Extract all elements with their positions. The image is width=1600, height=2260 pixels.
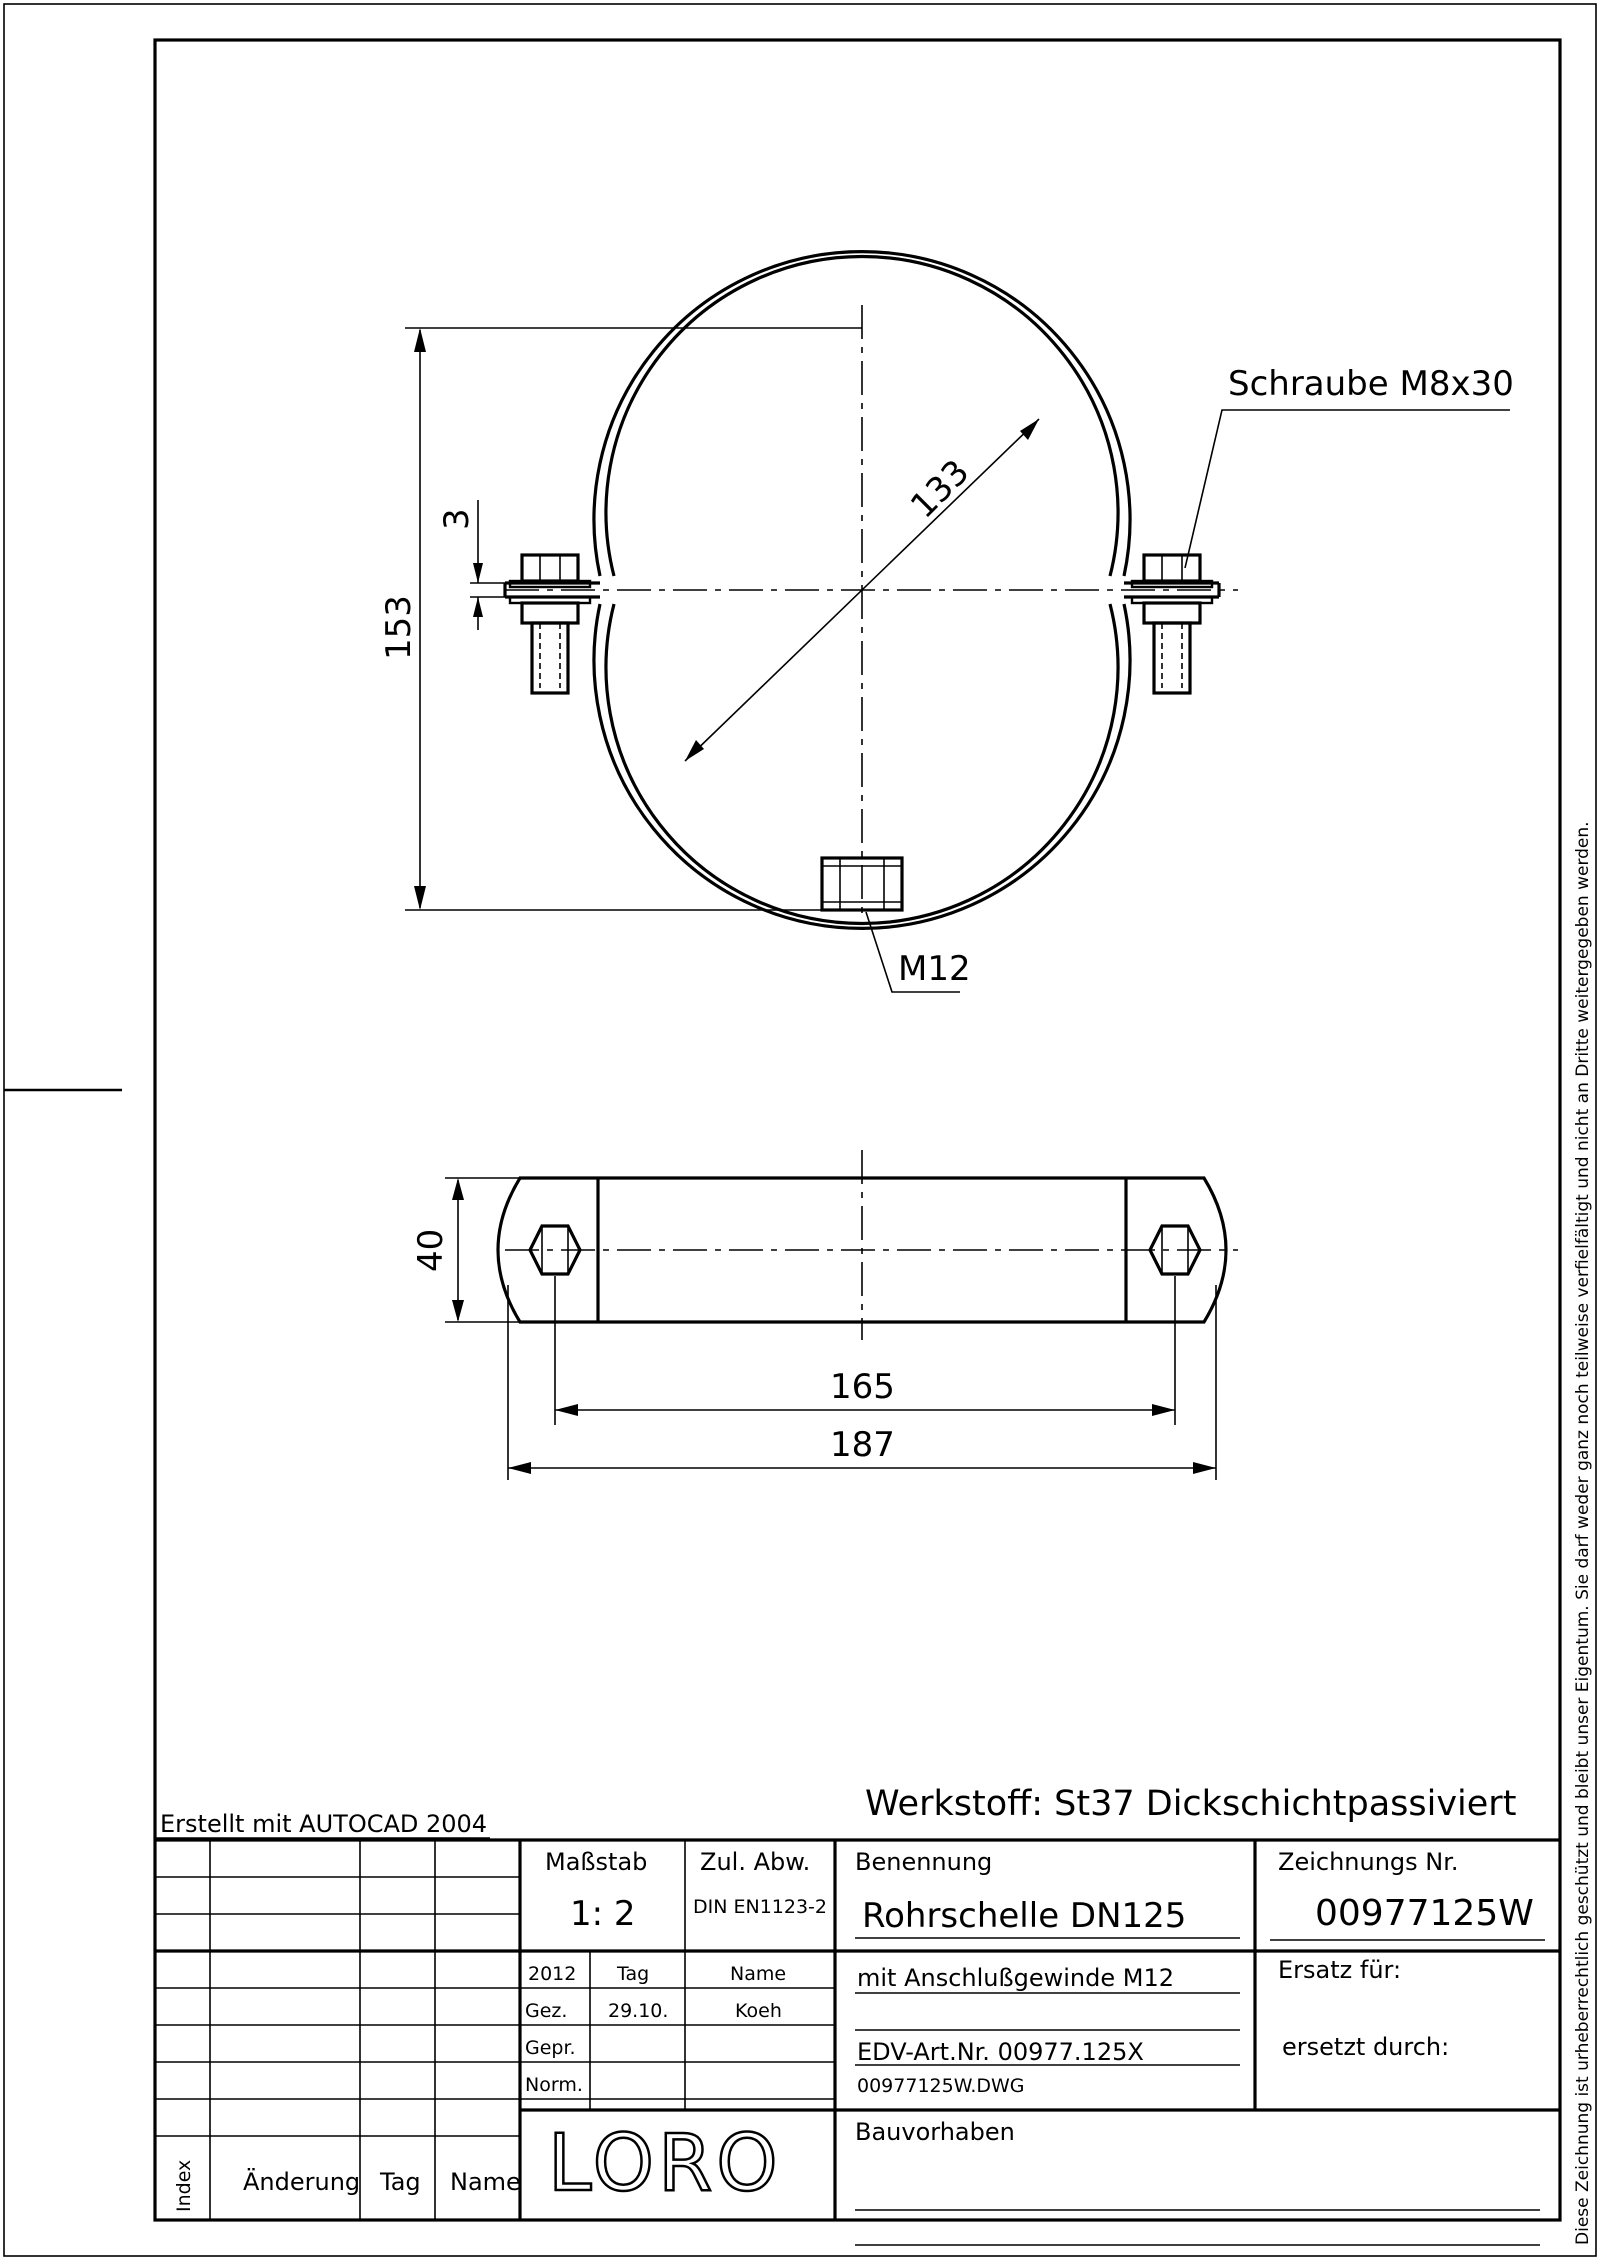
name-label: Name xyxy=(730,1963,787,1985)
checked-label: Gepr. xyxy=(525,2037,576,2059)
dim-133-label: 133 xyxy=(903,452,978,527)
front-view xyxy=(379,252,1514,992)
project-label: Bauvorhaben xyxy=(855,2118,1015,2146)
screw-callout-label: Schraube M8x30 xyxy=(1228,364,1514,404)
rev-header-change: Änderung xyxy=(243,2168,361,2196)
scale-value: 1: 2 xyxy=(570,1894,636,1934)
dim-153-label: 153 xyxy=(379,595,419,660)
ring-outer xyxy=(594,252,1130,576)
title-value: Rohrschelle DN125 xyxy=(862,1896,1187,1936)
file-name: 00977125W.DWG xyxy=(857,2075,1025,2097)
day-label: Tag xyxy=(617,1963,650,1985)
dim-3-label: 3 xyxy=(437,508,477,530)
dimension-40 xyxy=(411,1178,520,1322)
ring-inner xyxy=(606,257,1118,576)
drawing-number-label: Zeichnungs Nr. xyxy=(1278,1848,1459,1876)
right-screw xyxy=(1132,555,1212,693)
dimension-165 xyxy=(555,1276,1175,1425)
year-value: 2012 xyxy=(528,1963,577,1985)
left-screw xyxy=(510,555,590,693)
rev-header-name: Name xyxy=(450,2168,521,2196)
drawn-date: 29.10. xyxy=(608,2000,669,2022)
dimension-153 xyxy=(379,328,862,910)
tolerance-label: Zul. Abw. xyxy=(700,1848,811,1876)
replaced-by-label: ersetzt durch: xyxy=(1282,2033,1450,2061)
top-view xyxy=(411,1150,1238,1480)
created-with-note: Erstellt mit AUTOCAD 2004 xyxy=(160,1810,488,1838)
scale-label: Maßstab xyxy=(545,1848,648,1876)
article-number: EDV-Art.Nr. 00977.125X xyxy=(857,2038,1144,2066)
screw-callout xyxy=(1185,364,1514,568)
tolerance-value: DIN EN1123-2 xyxy=(693,1896,828,1918)
drawn-label: Gez. xyxy=(525,2000,568,2022)
copyright-note: Diese Zeichnung ist urheberrechtlich geschützt und bleibt unser Eigentum. Sie darf weder ganz noch teilweise verfielfältigt und nicht an Dritte weitergegeben werden. xyxy=(1573,821,1593,2245)
rev-header-index: Index xyxy=(173,2159,195,2212)
dim-187-label: 187 xyxy=(830,1425,895,1465)
dimension-3 xyxy=(437,500,505,630)
title-block xyxy=(155,1838,1560,2245)
dim-165-label: 165 xyxy=(830,1367,895,1407)
drawing-number-value: 00977125W xyxy=(1315,1893,1534,1934)
title-label: Benennung xyxy=(855,1848,993,1876)
thread-callout-label: M12 xyxy=(898,949,971,989)
subtitle: mit Anschlußgewinde M12 xyxy=(857,1964,1175,1992)
replaces-label: Ersatz für: xyxy=(1278,1956,1402,1984)
norm-label: Norm. xyxy=(525,2074,583,2096)
drawn-name: Koeh xyxy=(735,2000,782,2022)
loro-logo: LORO xyxy=(548,2119,782,2209)
material-note: Werkstoff: St37 Dickschichtpassiviert xyxy=(865,1784,1517,1824)
dim-40-label: 40 xyxy=(411,1228,451,1272)
rev-header-day: Tag xyxy=(380,2168,421,2196)
